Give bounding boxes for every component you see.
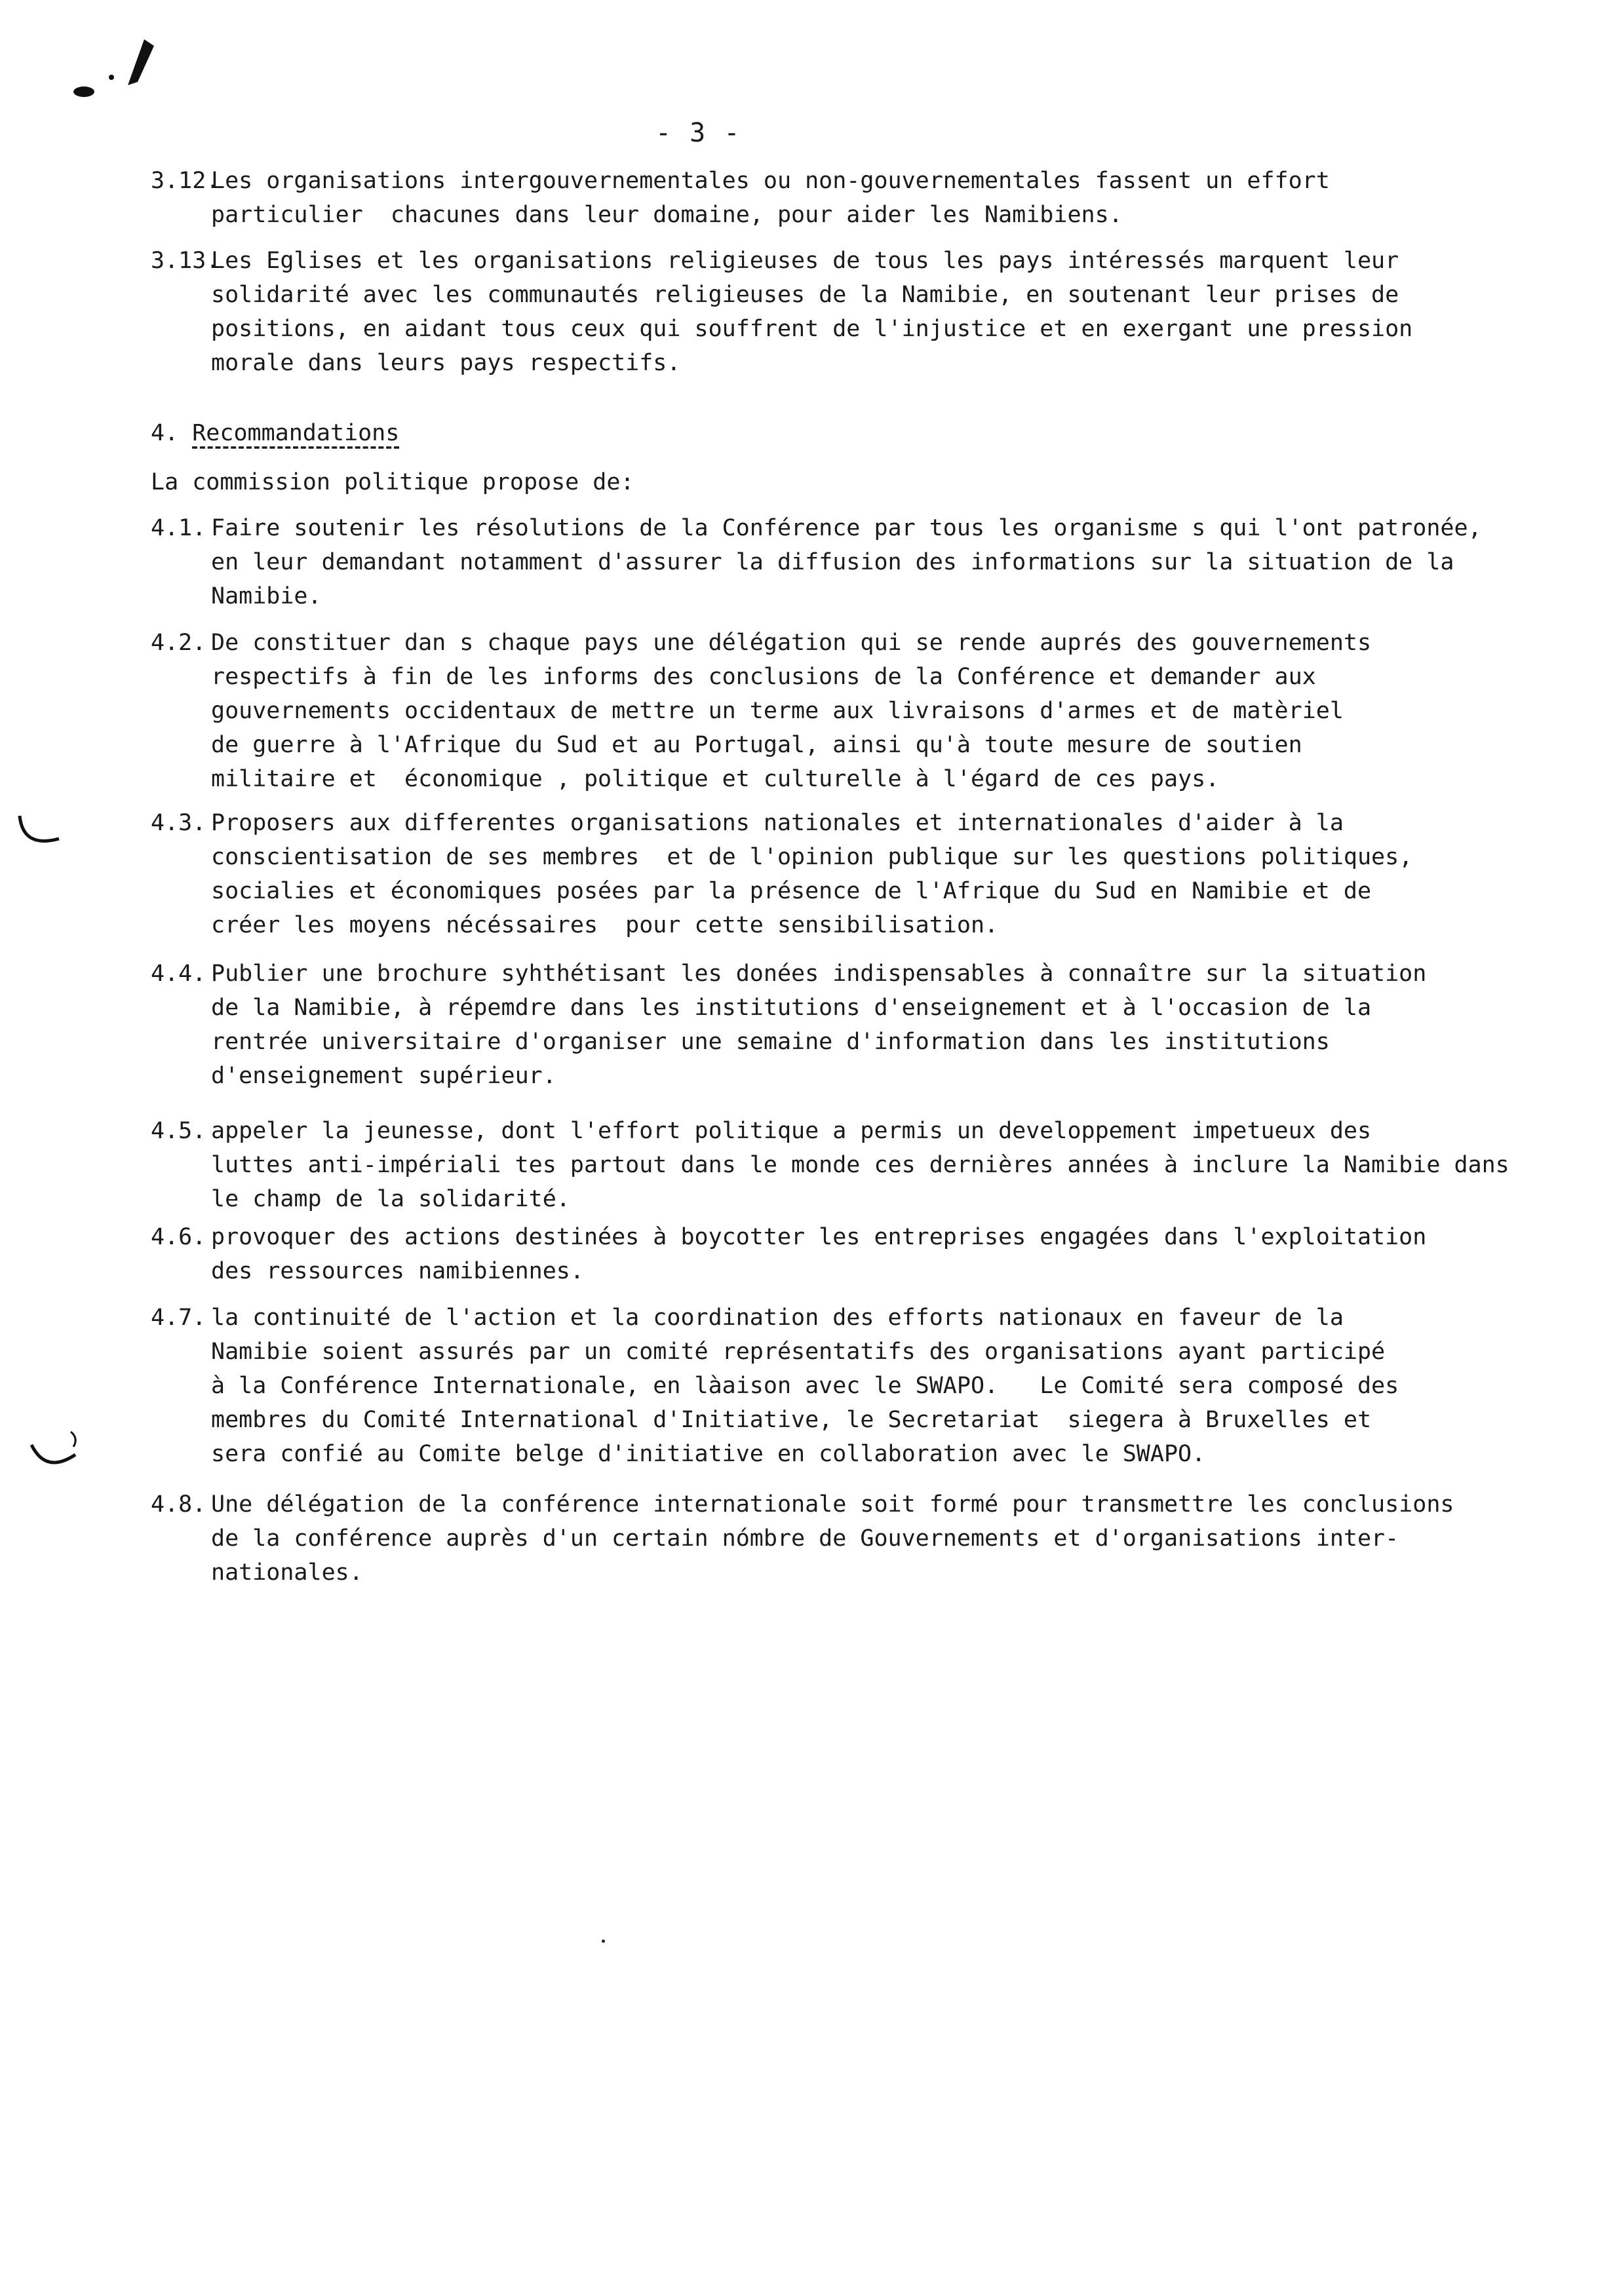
section-intro: La commission politique propose de:	[151, 469, 634, 495]
paragraph-4-8: 4.8. Une délégation de la conférence internationale soit formé pour transmettre les conclusions de la conférence auprès d'un certain nómbre de Gouvernements et d'organisations inter- nationales.	[151, 1491, 1454, 1586]
paragraph-4-6: 4.6. provoquer des actions destinées à boycotter les entreprises engagées dans l'exploitation des ressources namibiennes.	[151, 1224, 1427, 1284]
paragraph-3-12: 3.12.Les organisations intergouvernementales ou non-gouvernementales fassent un effort particulier chacunes dans leur domaine, pour aider les Namibiens.	[151, 168, 1330, 228]
punch-hole-arc-bottom	[26, 1428, 85, 1474]
paragraph-4-3: 4.3. Proposers aux differentes organisations nationales et internationales d'aider à la conscientisation de ses membres et de l'opinion publique sur les questions politiques, socialies et économiques posées par la présence de l'Afrique du Sud en Namibie et de créer les moyens nécéssaires pour cette sensibilisation.	[151, 810, 1413, 938]
punch-hole-arc-top	[13, 813, 66, 858]
section-heading: 4. Recommandations	[151, 420, 400, 446]
page-number: - 3 -	[655, 118, 741, 148]
paragraph-4-5: 4.5. appeler la jeunesse, dont l'effort politique a permis un developpement impetueux des luttes anti-impériali tes partout dans le monde ces dernières années à inclure la Namibie dans le champ de la solidarité.	[151, 1118, 1509, 1212]
paragraph-4-4: 4.4. Publier une brochure syhthétisant les donées indispensables à connaître sur la situation de la Namibie, à répemdre dans les institutions d'enseignement et à l'occasion de la rentrée universitaire d'organiser une semaine d'information dans les institutions d'enseignement supérieur.	[151, 961, 1427, 1089]
paragraph-4-7: 4.7. la continuité de l'action et la coordination des efforts nationaux en faveur de la Namibie soient assurés par un comité représentatifs des organisations ayant participé à la Conférence Internationale, en làaison avec le SWAPO. Le Comité sera composé des membres du Comité International d'Initiative, le Secretariat siegera à Bruxelles et sera confié au Comite belge d'initiative en collaboration avec le SWAPO.	[151, 1305, 1399, 1467]
speck-dot	[602, 1940, 605, 1943]
paragraph-4-2: 4.2. De constituer dan s chaque pays une délégation qui se rende auprés des gouvernements respectifs à fin de les informs des conclusions de la Conférence et demander aux gouvernements occidentaux de mettre un terme aux livraisons d'armes et de matèriel de guerre à l'Afrique du Sud et au Portugal, ainsi qu'à toute mesure de soutien militaire et économique , politique et culturelle à l'égard de ces pays.	[151, 630, 1372, 792]
ink-smudge-icon	[66, 26, 164, 105]
paragraph-4-1: 4.1. Faire soutenir les résolutions de la Conférence par tous les organisme s qui l'ont patronée, en leur demandant notamment d'assurer la diffusion des informations sur la situation de la Namibie.	[151, 515, 1482, 609]
paragraph-3-13: 3.13.Les Eglises et les organisations religieuses de tous les pays intéressés marquent leur solidarité avec les communautés religieuses de la Namibie, en soutenant leur prises de positions, en aidant tous ceux qui souffrent de l'injustice et en exergant une pression morale dans leurs pays respectifs.	[151, 248, 1413, 376]
